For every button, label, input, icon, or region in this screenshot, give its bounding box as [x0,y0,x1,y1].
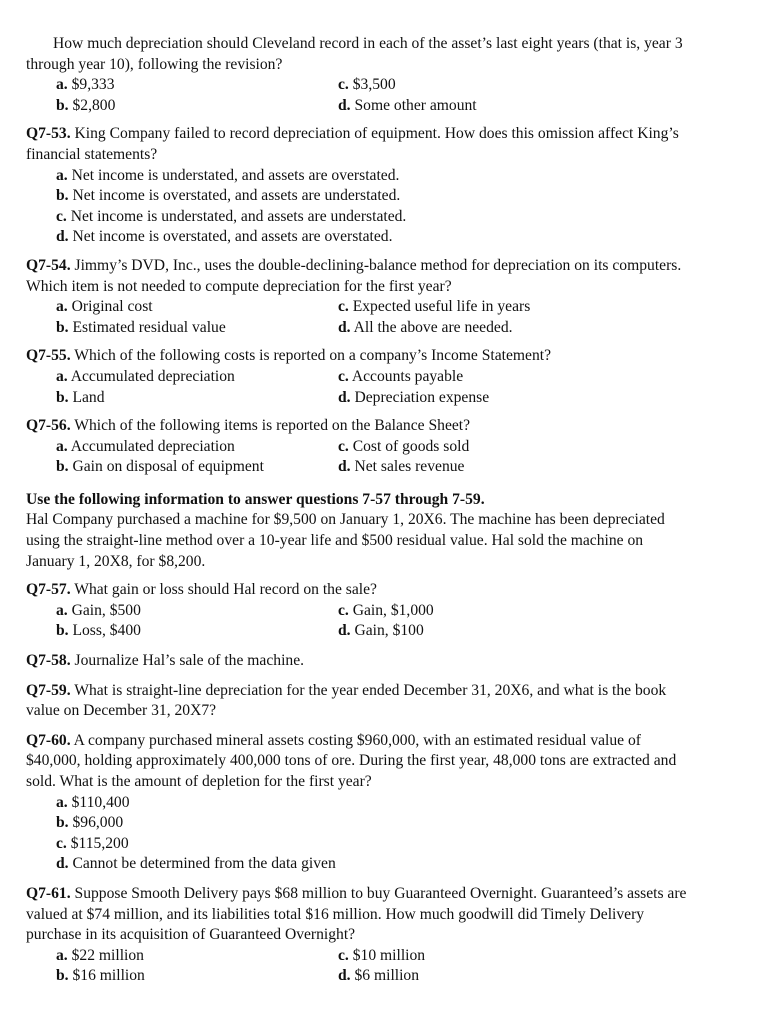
info-block [26,490,690,572]
info-title: Use the following information to answer questions 7-57 through 7-59. [26,490,485,508]
question-number: Q7-54. [26,256,71,274]
option-b: b. Land [56,388,105,406]
question-number: Q7-55. [26,347,71,365]
info-text: Hal Company purchased a machine for $9,500 on January 1, 20X6. The machine has been depreciated using the straight-line method over a 10-year life and $500 residual value. Hal sold the machine on January 1, 20X8, for $8,200. [26,511,665,570]
option-c: c. Net income is understated, and assets are understated. [56,207,407,225]
option-list [26,437,690,478]
question-text: How much depreciation should Cleveland record in each of the asset’s last eight years (that is, year 3 through year 10), following the revision? [26,35,683,73]
question-number: Q7-53. [26,125,71,143]
document-page [26,34,690,987]
question-number: Q7-57. [26,581,71,599]
option-b: b. Gain on disposal of equipment [56,458,264,476]
question-text: A company purchased mineral assets costing $960,000, with an estimated residual value of $40,000, holding approximately 400,000 tons of ore. During the first year, 48,000 tons are extracted and sold. What is the amount of depletion for the first year? [26,731,677,790]
question-number: Q7-58. [26,652,71,670]
option-c: c. $10 million [338,946,426,964]
option-c: c. $115,200 [56,834,129,852]
question-q7-56 [26,416,690,478]
question-q7-54 [26,256,690,338]
option-b: b. $16 million [56,967,145,985]
question-number: Q7-61. [26,884,71,902]
option-c: c. Expected useful life in years [338,298,531,316]
option-a: a. Accumulated depreciation [56,367,235,385]
question-text: Journalize Hal’s sale of the machine. [74,652,305,670]
question-text: Suppose Smooth Delivery pays $68 million to buy Guaranteed Overnight. Guaranteed’s assets are valued at $74 million, and its liabilities total $16 million. How much goodwill did Timely Delivery purchase in its acquisition of Guaranteed Overnight? [26,884,687,944]
option-c: c. $3,500 [338,76,396,94]
question-text: Jimmy’s DVD, Inc., uses the double-declining-balance method for depreciation on its computers. Which item is not needed to compute depreciation for the first year? [26,256,682,295]
question-text: Which of the following items is reported on the Balance Sheet? [74,417,471,435]
option-d: d. Net sales revenue [338,458,465,476]
option-a: a. Gain, $500 [56,601,141,619]
question-q7-60 [26,731,690,875]
question-q7-57 [26,580,690,642]
question-q7-58 [26,651,690,672]
option-d: d. Depreciation expense [338,388,490,406]
question-intro [26,34,690,116]
option-a: a. Accumulated depreciation [56,437,235,455]
option-list [26,166,690,248]
option-list [26,793,690,875]
option-b: b. Loss, $400 [56,622,141,640]
option-d: d. Cannot be determined from the data given [56,855,336,873]
question-number: Q7-56. [26,417,71,435]
option-d: d. Gain, $100 [338,622,424,640]
question-number: Q7-59. [26,681,71,699]
option-b: b. Estimated residual value [56,318,226,336]
question-text: Which of the following costs is reported on a company’s Income Statement? [74,347,552,365]
option-b: b. $96,000 [56,814,124,832]
question-text: What is straight-line depreciation for the year ended December 31, 20X6, and what is the book value on December 31, 20X7? [26,681,667,720]
option-a: a. $9,333 [56,76,115,94]
question-q7-59 [26,681,690,722]
option-d: d. $6 million [338,967,420,985]
question-text: What gain or loss should Hal record on the sale? [74,581,377,599]
question-q7-55 [26,346,690,408]
option-list [26,367,690,408]
option-c: c. Accounts payable [338,367,464,385]
option-list [26,946,690,987]
option-list [26,601,690,642]
option-a: a. Net income is understated, and assets are overstated. [56,166,400,184]
option-d: d. Net income is overstated, and assets are overstated. [56,228,393,246]
question-q7-53 [26,124,690,248]
question-text: King Company failed to record depreciation of equipment. How does this omission affect King’s financial statements? [26,125,679,163]
option-d: d. All the above are needed. [338,318,513,336]
option-a: a. $22 million [56,946,144,964]
option-b: b. Net income is overstated, and assets are understated. [56,187,401,205]
option-c: c. Cost of goods sold [338,437,470,455]
option-c: c. Gain, $1,000 [338,601,434,619]
option-list [26,75,690,116]
option-b: b. $2,800 [56,96,116,114]
option-a: a. $110,400 [56,793,130,811]
question-number: Q7-60. [26,731,71,749]
option-list [26,297,690,338]
question-q7-61 [26,884,690,987]
option-d: d. Some other amount [338,96,477,114]
option-a: a. Original cost [56,298,153,316]
